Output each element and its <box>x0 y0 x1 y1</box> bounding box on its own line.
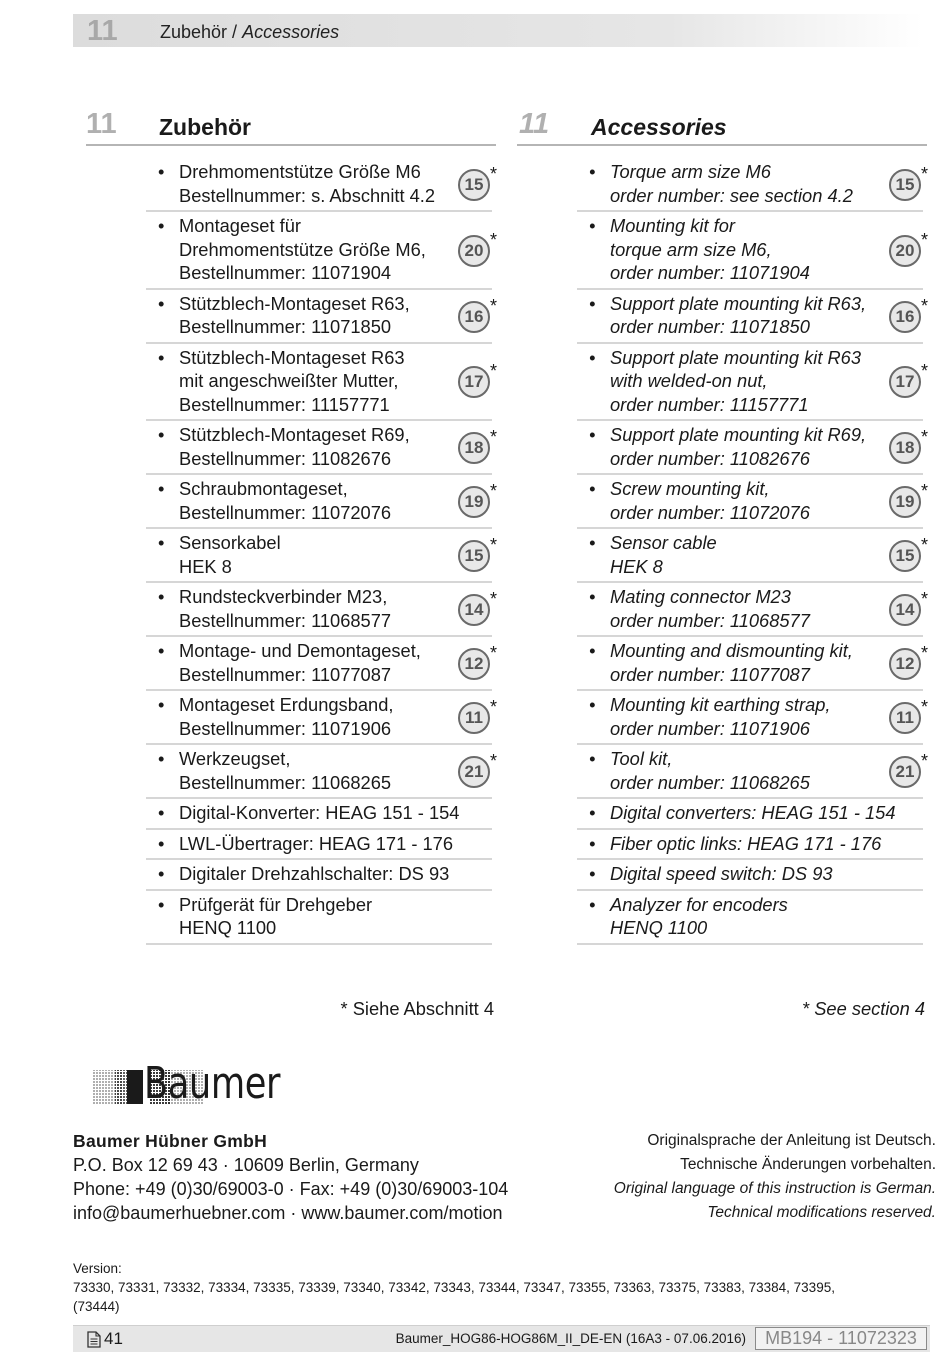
item-text-line: Mounting kit earthing strap, <box>610 694 831 715</box>
item-text-line: Stützblech-Montageset R63, <box>179 292 410 314</box>
badge-asterisk: * <box>489 643 497 663</box>
reference-badge <box>889 427 928 464</box>
reference-badge <box>889 361 928 398</box>
section-heading-en <box>517 108 927 146</box>
list-item <box>146 344 497 422</box>
company-name: Baumer Hübner GmbH <box>73 1131 268 1151</box>
note-line: Originalsprache der Anleitung ist Deutsch. <box>647 1132 936 1149</box>
item-text-line: Sensor cable <box>610 532 717 553</box>
item-text-line: order number: 11068265 <box>610 771 810 793</box>
badge-number: 19 <box>464 492 484 511</box>
note-line: Original language of this instruction is German. <box>613 1180 936 1197</box>
list-item <box>146 637 497 691</box>
reference-badge <box>458 589 497 626</box>
item-text-line: Bestellnummer: 11068577 <box>179 609 392 631</box>
list-item <box>577 830 923 861</box>
badge-asterisk: * <box>920 643 928 663</box>
item-text-line: Bestellnummer: 11157771 <box>179 393 390 415</box>
item-text-line: Bestellnummer: 11068265 <box>179 771 392 793</box>
badge-asterisk: * <box>489 229 497 250</box>
bullet: • <box>158 346 165 368</box>
item-text-line: Bestellnummer: 11071904 <box>179 262 392 283</box>
item-text-line: order number: 11077087 <box>610 663 810 685</box>
item-text-line: order number: 11071904 <box>610 262 810 283</box>
badge-number: 12 <box>895 654 915 673</box>
item-text-line: Schraubmontageset, <box>179 478 348 499</box>
item-text-line: Montageset Erdungsband, <box>179 694 394 715</box>
header-title-en: Accessories <box>242 22 340 42</box>
item-text-line: order number: 11071850 <box>610 316 810 337</box>
item-text-line: Mounting and dismounting kit, <box>610 640 853 661</box>
badge-number: 15 <box>464 175 484 194</box>
reference-badge <box>458 361 497 398</box>
reference-badge <box>889 229 928 267</box>
reference-badge <box>458 229 497 267</box>
bullet: • <box>589 346 596 368</box>
badge-number: 21 <box>895 762 915 781</box>
company-info <box>73 1129 508 1225</box>
section-title: Zubehör <box>159 114 251 140</box>
reference-badge <box>458 535 497 572</box>
company-web: info@baumerhuebner.com · www.baumer.com/motion <box>73 1203 503 1223</box>
badge-number: 21 <box>464 762 484 781</box>
baumer-logo-text: Baumer <box>144 1058 281 1109</box>
footnote: * See section 4 <box>802 998 925 1019</box>
badge-asterisk: * <box>920 229 928 250</box>
list-item <box>146 529 497 583</box>
bullet: • <box>158 893 165 915</box>
header-bar <box>73 14 923 47</box>
item-text-line: Montageset für <box>179 215 301 236</box>
list-item <box>577 475 928 529</box>
footnote: * Siehe Abschnitt 4 <box>340 998 494 1019</box>
bullet: • <box>589 694 596 715</box>
list-item <box>146 745 497 799</box>
list-item <box>577 158 928 212</box>
badge-number: 15 <box>464 546 484 565</box>
bullet: • <box>589 640 596 661</box>
item-text-line: HENQ 1100 <box>610 917 708 938</box>
list-item <box>146 830 492 861</box>
list-item <box>577 583 928 637</box>
item-text-line: Bestellnummer: 11077087 <box>179 663 392 685</box>
reference-badge <box>458 427 497 464</box>
bullet: • <box>589 586 596 607</box>
version-label: Version: <box>73 1261 122 1276</box>
item-text-line: HENQ 1100 <box>179 917 277 938</box>
badge-asterisk: * <box>920 751 928 771</box>
bullet: • <box>589 532 596 553</box>
note-line: Technical modifications reserved. <box>707 1204 936 1221</box>
list-item <box>146 799 492 830</box>
badge-asterisk: * <box>920 361 928 382</box>
reference-badge <box>458 164 497 201</box>
header-title-de: Zubehör / <box>160 22 238 42</box>
item-text-line: Bestellnummer: 11071850 <box>179 316 392 337</box>
bullet: • <box>589 893 596 915</box>
badge-asterisk: * <box>489 697 497 717</box>
section-number: 11 <box>86 108 117 140</box>
item-text-line: order number: 11072076 <box>610 501 810 523</box>
item-text-line: Torque arm size M6 <box>610 161 771 182</box>
badge-number: 18 <box>895 438 915 457</box>
bullet: • <box>158 832 165 854</box>
list-item <box>146 860 492 891</box>
item-text-line: Rundsteckverbinder M23, <box>179 586 388 607</box>
bullet: • <box>589 863 596 884</box>
list-item <box>146 475 497 529</box>
list-item <box>146 212 497 290</box>
badge-asterisk: * <box>489 361 497 382</box>
bullet: • <box>158 802 165 823</box>
badge-asterisk: * <box>489 589 497 609</box>
reference-badge <box>889 481 928 518</box>
reference-badge <box>889 643 928 680</box>
section-title: Accessories <box>591 114 727 140</box>
reference-badge <box>458 751 497 788</box>
reference-badge <box>889 295 928 333</box>
bullet: • <box>158 748 165 769</box>
badge-number: 17 <box>895 372 915 392</box>
badge-number: 19 <box>895 492 915 511</box>
badge-asterisk: * <box>489 481 497 501</box>
item-text-line: Mounting kit for <box>610 215 735 236</box>
badge-number: 15 <box>895 546 915 565</box>
company-address: P.O. Box 12 69 43 · 10609 Berlin, Germany <box>73 1155 419 1175</box>
company-phone: Phone: +49 (0)30/69003-0 · Fax: +49 (0)30/69003-104 <box>73 1179 509 1199</box>
item-text-line: Digital speed switch: DS 93 <box>610 863 833 884</box>
list-item <box>577 290 928 344</box>
badge-asterisk: * <box>489 164 497 184</box>
list-item <box>146 583 497 637</box>
item-text-line: order number: 11068577 <box>610 609 810 631</box>
badge-number: 14 <box>464 600 484 619</box>
reference-badge <box>889 164 928 201</box>
version-list: 73330, 73331, 73332, 73334, 73335, 73339, 73340, 73342, 73343, 73344, 73347, 73355, 73363, 73375, 73383, 73384, 73395, <box>73 1280 835 1295</box>
bullet: • <box>589 215 596 236</box>
item-text-line: Bestellnummer: 11072076 <box>179 501 392 523</box>
item-text-line: Drehmomentstütze Größe M6, <box>179 238 426 260</box>
badge-asterisk: * <box>920 427 928 447</box>
item-text-line: mit angeschweißter Mutter, <box>179 370 399 391</box>
item-text-line: Support plate mounting kit R63 <box>610 346 862 368</box>
reference-badge <box>458 643 497 680</box>
badge-number: 11 <box>896 708 914 727</box>
list-item <box>577 691 928 745</box>
column-english <box>517 108 928 1019</box>
badge-number: 15 <box>895 175 915 194</box>
item-text-line: Support plate mounting kit R69, <box>610 424 867 445</box>
bullet: • <box>158 292 165 314</box>
list-item <box>146 691 497 745</box>
item-text-line: Analyzer for encoders <box>610 893 788 915</box>
item-text-line: Support plate mounting kit R63, <box>610 292 867 314</box>
badge-number: 17 <box>464 372 484 392</box>
badge-number: 20 <box>895 240 915 260</box>
bullet: • <box>158 532 165 553</box>
bullet: • <box>589 478 596 499</box>
badge-asterisk: * <box>920 535 928 555</box>
badge-number: 12 <box>464 654 484 673</box>
item-text-line: Bestellnummer: 11082676 <box>179 447 392 469</box>
item-text-line: HEK 8 <box>179 555 232 577</box>
list-item <box>577 799 923 830</box>
bullet: • <box>158 586 165 607</box>
item-text-line: Digitaler Drehzahlschalter: DS 93 <box>179 863 450 884</box>
badge-asterisk: * <box>920 481 928 501</box>
badge-number: 20 <box>464 240 484 260</box>
bullet: • <box>158 640 165 661</box>
bullet: • <box>158 161 165 182</box>
item-text-line: Bestellnummer: s. Abschnitt 4.2 <box>179 184 436 206</box>
badge-asterisk: * <box>920 164 928 184</box>
badge-number: 14 <box>895 600 915 619</box>
bullet: • <box>589 802 596 823</box>
note-line: Technische Änderungen vorbehalten. <box>680 1156 936 1173</box>
item-text-line: torque arm size M6, <box>610 238 772 260</box>
reference-badge <box>458 295 497 333</box>
badge-asterisk: * <box>489 751 497 771</box>
item-text-line: with welded-on nut, <box>610 370 768 391</box>
item-text-line: order number: 11157771 <box>610 393 809 415</box>
item-text-line: order number: 11082676 <box>610 447 810 469</box>
item-text-line: order number: 11071906 <box>610 717 810 739</box>
item-text-line: order number: see section 4.2 <box>610 184 853 206</box>
section-heading-de <box>86 108 496 146</box>
item-text-line: Montage- und Demontageset, <box>179 640 421 661</box>
section-number: 11 <box>519 108 550 140</box>
list-item <box>577 421 928 475</box>
item-text-line: LWL-Übertrager: HEAG 171 - 176 <box>179 832 453 854</box>
badge-asterisk: * <box>489 427 497 447</box>
badge-asterisk: * <box>489 535 497 555</box>
item-text-line: HEK 8 <box>610 555 663 577</box>
list-item <box>577 529 928 583</box>
item-text-line: Mating connector M23 <box>610 586 791 607</box>
reference-badge <box>889 697 928 734</box>
footer-bar <box>73 1325 930 1352</box>
item-text-line: Screw mounting kit, <box>610 478 770 499</box>
page-icon <box>87 1331 101 1348</box>
item-text-line: Tool kit, <box>610 748 673 769</box>
badge-asterisk: * <box>489 295 497 316</box>
reference-badge <box>458 697 497 734</box>
bullet: • <box>158 478 165 499</box>
reference-badge <box>889 751 928 788</box>
list-item <box>577 891 923 945</box>
header-chapter-number: 11 <box>87 15 118 47</box>
bullet: • <box>158 424 165 445</box>
reference-badge <box>889 535 928 572</box>
list-item <box>577 344 928 422</box>
list-item <box>577 637 928 691</box>
badge-number: 16 <box>464 306 484 326</box>
item-text-line: Stützblech-Montageset R69, <box>179 424 410 445</box>
item-text-line: Fiber optic links: HEAG 171 - 176 <box>610 832 882 854</box>
list-item <box>577 745 928 799</box>
page-number: 41 <box>104 1329 123 1348</box>
item-text-line: Prüfgerät für Drehgeber <box>179 893 373 915</box>
item-text-line: Stützblech-Montageset R63 <box>179 346 405 368</box>
item-text-line: Digital converters: HEAG 151 - 154 <box>610 802 896 823</box>
list-item <box>146 158 497 212</box>
item-text-line: Drehmomentstütze Größe M6 <box>179 161 421 182</box>
bullet: • <box>589 748 596 769</box>
document-code: MB194 - 11072323 <box>755 1327 927 1350</box>
accessory-list-en <box>577 158 928 945</box>
item-text-line: Werkzeugset, <box>179 748 291 769</box>
list-item <box>146 290 497 344</box>
bullet: • <box>589 292 596 314</box>
bullet: • <box>589 832 596 854</box>
legal-notes <box>614 1129 936 1225</box>
list-item <box>577 860 923 891</box>
reference-badge <box>889 589 928 626</box>
bullet: • <box>589 424 596 445</box>
badge-asterisk: * <box>920 697 928 717</box>
bullet: • <box>158 215 165 236</box>
item-text-line: Digital-Konverter: HEAG 151 - 154 <box>179 802 460 823</box>
badge-asterisk: * <box>920 589 928 609</box>
item-text-line: Sensorkabel <box>179 532 281 553</box>
badge-number: 11 <box>465 708 483 727</box>
bullet: • <box>158 694 165 715</box>
badge-asterisk: * <box>920 295 928 316</box>
list-item <box>146 421 497 475</box>
bullet: • <box>589 161 596 182</box>
document-name: Baumer_HOG86-HOG86M_II_DE-EN (16A3 - 07.06.2016) <box>395 1331 746 1346</box>
reference-badge <box>458 481 497 518</box>
item-text-line: Bestellnummer: 11071906 <box>179 717 392 739</box>
column-german <box>86 108 497 1019</box>
bullet: • <box>158 863 165 884</box>
list-item <box>577 212 928 290</box>
version-info <box>73 1259 835 1316</box>
accessory-list-de <box>146 158 497 945</box>
header-title <box>160 22 339 43</box>
badge-number: 18 <box>464 438 484 457</box>
version-list-cont: (73444) <box>73 1299 120 1314</box>
badge-number: 16 <box>895 306 915 326</box>
list-item <box>146 891 492 945</box>
